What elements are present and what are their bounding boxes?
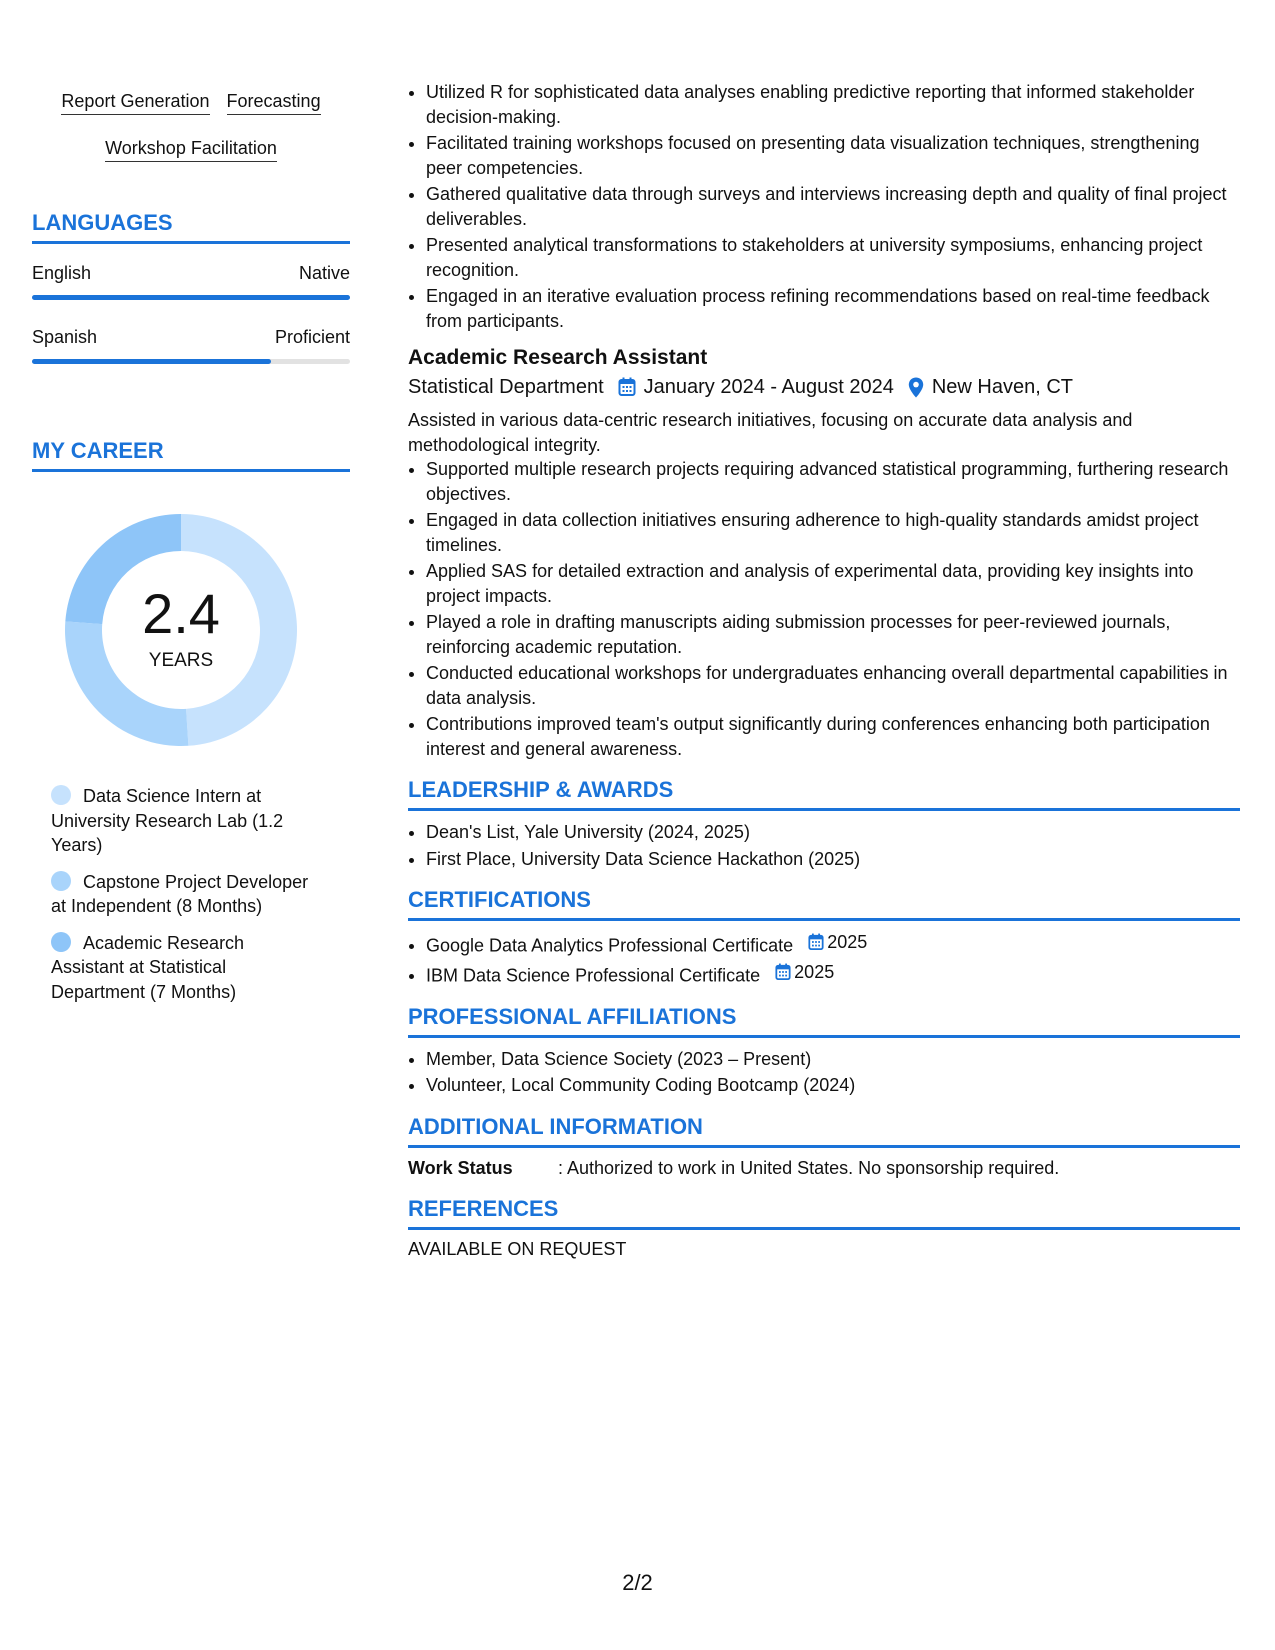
language-name: Spanish [32,327,98,347]
skill-tag: Workshop Facilitation [105,136,277,162]
additional-heading: ADDITIONAL INFORMATION [408,1114,1240,1148]
list-item: • Engaged in an iterative evaluation process refining recommendations based on real-time feedback from participants. [426,284,1240,333]
career-donut-chart [65,514,297,746]
list-item [426,930,1240,958]
language-level: Proficient [274,327,350,347]
list-item: • Supported multiple research projects requiring advanced statistical programming, furthering research objectives. [426,457,1240,506]
list-item: • Played a role in drafting manuscripts aiding submission processes for peer-reviewed journals, reinforcing academic reputation. [426,610,1240,659]
languages-heading: LANGUAGES [32,210,350,244]
legend-dot [51,785,71,805]
legend-label: Academic Research Assistant at Statistical Department (7 Months) [51,932,245,1002]
leadership-heading: LEADERSHIP & AWARDS [408,777,1240,811]
job-company: Statistical Department [408,376,604,398]
page-number: 2/2 [622,1570,653,1595]
legend-item [51,784,321,858]
list-item: • First Place, University Data Science Hackathon (2025) [426,847,1240,872]
additional-section [408,1114,1240,1180]
calendar-icon [808,933,824,951]
map-pin-icon [908,377,924,398]
list-item: • Presented analytical transformations to stakeholders at university symposiums, enhancing project recognition. [426,233,1240,282]
affiliations-list [408,1047,1240,1098]
total-years: 2.4 [142,582,220,645]
language-name: English [32,263,92,283]
job-title: Academic Research Assistant [408,346,708,369]
list-item: • Facilitated training workshops focused on presenting data visualization techniques, strengthening peer competencies. [426,131,1240,180]
legend-item [51,870,321,919]
skills-list [32,82,350,176]
cert-year: 2025 [827,932,868,952]
skill-tag: Report Generation [61,89,209,115]
job-bullets [408,457,1240,761]
leadership-list [408,820,1240,871]
list-item: • Engaged in data collection initiatives ensuring adherence to high-quality standards amidst project timelines. [426,508,1240,557]
language-item [32,262,350,300]
list-item [426,960,1240,988]
main-content [408,80,1240,1260]
job-entry [408,345,1240,761]
affiliations-section [408,1004,1240,1098]
legend-item [51,931,321,1005]
certifications-heading: CERTIFICATIONS [408,887,1240,921]
cert-name: IBM Data Science Professional Certificate [426,965,761,985]
references-section [408,1196,1240,1260]
calendar-icon [618,377,636,397]
certifications-section [408,887,1240,988]
list-item: • Applied SAS for detailed extraction and analysis of experimental data, providing key insights into project impacts. [426,559,1240,608]
work-status-key: Work Status [408,1157,513,1178]
list-item: • Member, Data Science Society (2023 – Present) [426,1047,1240,1072]
list-item: • Conducted educational workshops for undergraduates enhancing overall departmental capabilities in data analysis. [426,661,1240,710]
legend-label: Data Science Intern at University Research Lab (1.2 Years) [51,786,284,855]
additional-row [408,1156,1240,1180]
cert-year: 2025 [794,961,835,982]
job-description: Assisted in various data-centric research initiatives, focusing on accurate data analysis and methodological integrity. [408,410,1133,455]
certifications-list [408,930,1240,988]
work-status-value: : Authorized to work in United States. No sponsorship required. [558,1157,1060,1178]
cert-name: Google Data Analytics Professional Certificate [426,935,794,956]
language-bar-fill [32,359,271,364]
list-item: • Dean's List, Yale University (2024, 2025) [426,820,1240,845]
skill-tag: Forecasting [227,89,321,115]
list-item: • Contributions improved team's output significantly during conferences enhancing both participation interest and general awareness. [426,712,1240,761]
language-level: Native [298,263,350,283]
list-item: • Gathered qualitative data through surveys and interviews increasing depth and quality of final project deliverables. [426,182,1240,231]
job-meta [408,373,1240,401]
previous-job-bullets [408,80,1240,333]
references-heading: REFERENCES [408,1196,1240,1230]
legend-label: Capstone Project Developer at Independent (8 Months) [51,871,309,916]
career-legend [51,784,321,1004]
sidebar [32,82,350,1016]
references-text: AVAILABLE ON REQUEST [408,1238,627,1259]
language-bar [32,295,350,300]
calendar-icon [775,963,791,981]
language-item [32,326,350,364]
years-label: YEARS [148,650,214,671]
leadership-section [408,777,1240,871]
career-section [32,438,350,1004]
list-item: • Utilized R for sophisticated data analyses enabling predictive reporting that informed stakeholder decision-making. [426,80,1240,129]
job-location: New Haven, CT [931,376,1073,398]
list-item: • Volunteer, Local Community Coding Bootcamp (2024) [426,1073,1240,1098]
legend-dot [51,932,71,952]
languages-section [32,210,350,364]
affiliations-heading: PROFESSIONAL AFFILIATIONS [408,1004,1240,1038]
language-bar [32,359,350,364]
career-heading: MY CAREER [32,438,350,472]
legend-dot [51,871,71,891]
job-dates: January 2024 - August 2024 [643,376,894,398]
language-bar-fill [32,295,350,300]
